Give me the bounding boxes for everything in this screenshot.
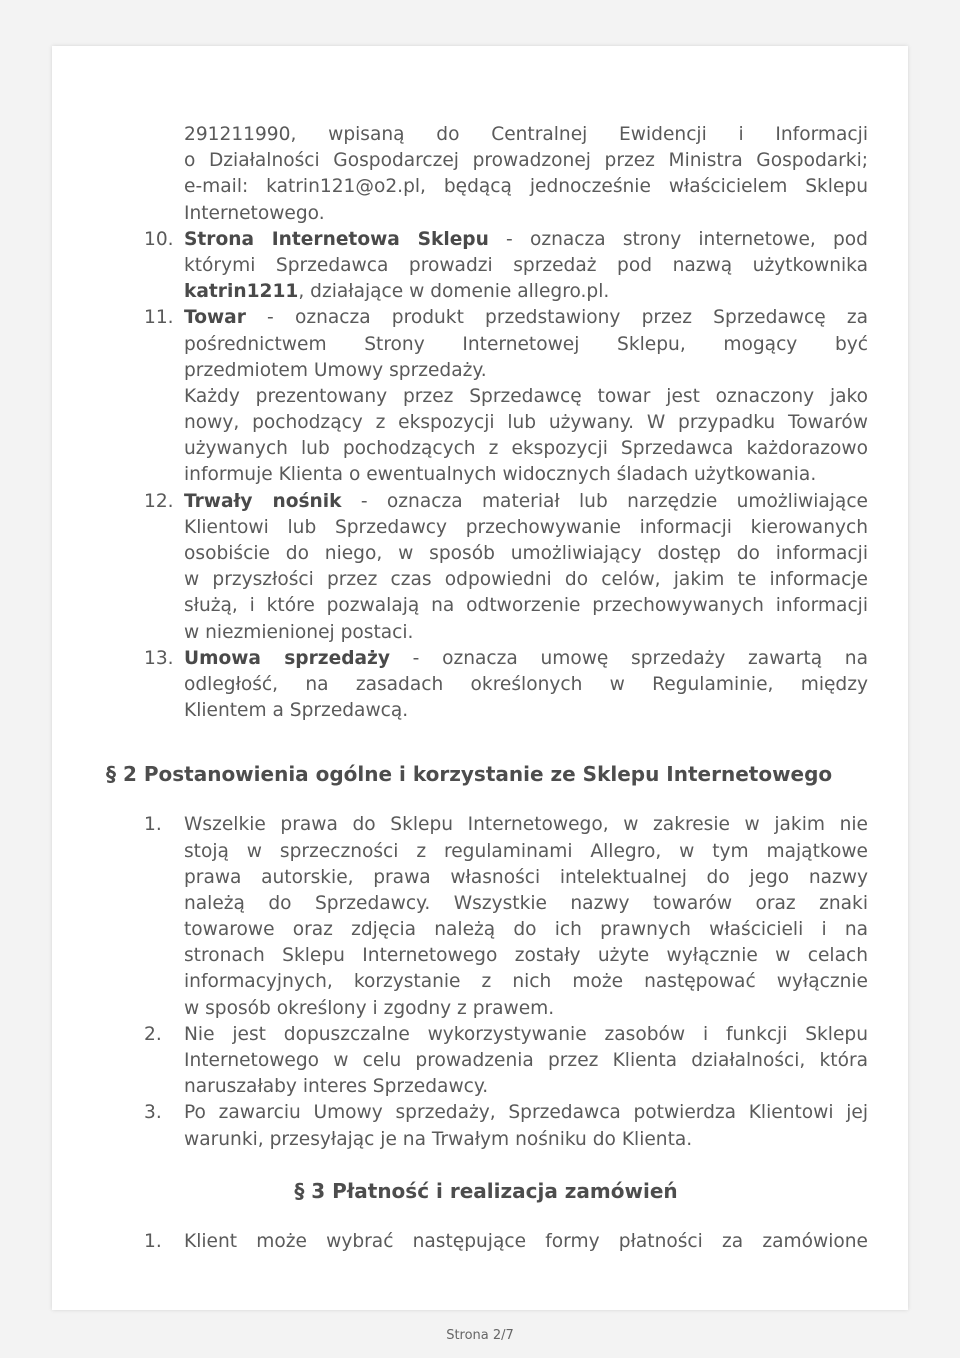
- list-item-11: 11. Towar - oznacza produkt przedstawiony przez Sprzedawcę za: [144, 305, 868, 331]
- text-line: informacyjnych, korzystanie z nich może następować wyłącznie: [184, 971, 868, 993]
- text-line: w niezmienionej postaci.: [184, 621, 414, 643]
- text-line: nowy, pochodzący z ekspozycji lub używany. W przypadku Towarów: [184, 412, 868, 434]
- text-line: w przyszłości przez czas odpowiedni do celów, jakim te informacje: [184, 569, 868, 591]
- text-line: warunki, przesyłając je na Trwałym nośniku do Klienta.: [184, 1128, 693, 1150]
- text-line: 291211990, wpisaną do Centralnej Ewidencji i Informacji: [184, 124, 868, 145]
- text-line: Internetowego.: [184, 202, 325, 224]
- text-line: Internetowego w celu prowadzenia przez Klienta działalności, która: [184, 1050, 868, 1071]
- document-page: [52, 46, 908, 1310]
- list-item-2: 2. Nie jest dopuszczalne wykorzystywanie zasobów i funkcji Sklepu: [144, 1022, 868, 1048]
- text-line: Klientem a Sprzedawcą.: [184, 700, 409, 722]
- document-content: [106, 122, 868, 1255]
- list-number: 11.: [144, 307, 174, 329]
- text-line: e-mail: katrin121@o2.pl, będącą jednocześnie właścicielem Sklepu: [184, 176, 868, 198]
- section-2-heading: § 2 Postanowienia ogólne i korzystanie ze Sklepu Internetowego: [106, 762, 833, 787]
- list-item-13: 13. Umowa sprzedaży - oznacza umowę sprzedaży zawartą na: [144, 646, 868, 672]
- text-line: w sposób określony i zgodny z prawem.: [184, 997, 555, 1019]
- text-line: katrin1211, działające w domenie allegro.pl.: [184, 281, 610, 303]
- list-number: 1.: [144, 1230, 162, 1252]
- list-number: 1.: [144, 814, 162, 836]
- text-line: pośrednictwem Strony Internetowej Sklepu, mogący być: [184, 333, 868, 355]
- term: Towar: [184, 307, 246, 329]
- list-item-12: 12. Trwały nośnik - oznacza materiał lub narzędzie umożliwiające: [144, 489, 868, 515]
- term: Umowa sprzedaży: [184, 647, 390, 669]
- page-footer: Strona 2/7: [446, 1328, 514, 1343]
- text-line: towarowe oraz zdjęcia należą do ich prawnych właścicieli i na: [184, 919, 868, 941]
- list-number: 13.: [144, 647, 174, 669]
- text-line: stoją w sprzeczności z regulaminami Allegro, w tym majątkowe: [184, 840, 868, 862]
- term: Strona Internetowa Sklepu: [184, 228, 489, 250]
- term: katrin1211: [184, 281, 299, 303]
- list-number: 2.: [144, 1023, 162, 1045]
- text-line: służą, i które pozwalają na odtworzenie przechowywanych informacji: [184, 595, 868, 617]
- list-number: 10.: [144, 228, 174, 250]
- text-line: osobiście do niego, w sposób umożliwiający dostęp do informacji: [184, 543, 868, 564]
- text-line: Każdy prezentowany przez Sprzedawcę towar jest oznaczony jako: [184, 385, 868, 407]
- list-item-3: 3. Po zawarciu Umowy sprzedaży, Sprzedawca potwierdza Klientowi jej: [144, 1100, 868, 1126]
- text-line: przedmiotem Umowy sprzedaży.: [184, 359, 487, 381]
- list-item-1: 1. Wszelkie prawa do Sklepu Internetowego, w zakresie w jakim nie: [144, 812, 868, 838]
- text-line: odległość, na zasadach określonych w Regulaminie, między: [184, 673, 868, 695]
- text-line: którymi Sprzedawca prowadzi sprzedaż pod nazwą użytkownika: [184, 254, 868, 276]
- text-line: naruszałaby interes Sprzedawcy.: [184, 1076, 489, 1098]
- text-line: stronach Sklepu Internetowego zostały użyte wyłącznie w celach: [184, 945, 868, 967]
- text-line: prawa autorskie, prawa własności intelektualnej do jego nazwy: [184, 866, 868, 888]
- list-number: 12.: [144, 490, 174, 512]
- text-line: używanych lub pochodzących z ekspozycji Sprzedawca każdorazowo: [184, 438, 868, 460]
- text-line: o Działalności Gospodarczej prowadzonej przez Ministra Gospodarki;: [184, 150, 868, 172]
- text-line: należą do Sprzedawcy. Wszystkie nazwy towarów oraz znaki: [184, 892, 868, 914]
- list-item-10: 10. Strona Internetowa Sklepu - oznacza strony internetowe, pod: [144, 227, 868, 253]
- list-number: 3.: [144, 1102, 162, 1124]
- section-3-heading: § 3 Płatność i realizacja zamówień: [294, 1178, 678, 1203]
- text-line: Klientowi lub Sprzedawcy przechowywanie informacji kierowanych: [184, 516, 868, 538]
- text-line: informuje Klienta o ewentualnych widocznych śladach użytkowania.: [184, 464, 817, 486]
- term: Trwały nośnik: [184, 490, 342, 512]
- list-item-1: 1. Klient może wybrać następujące formy płatności za zamówione: [144, 1229, 868, 1255]
